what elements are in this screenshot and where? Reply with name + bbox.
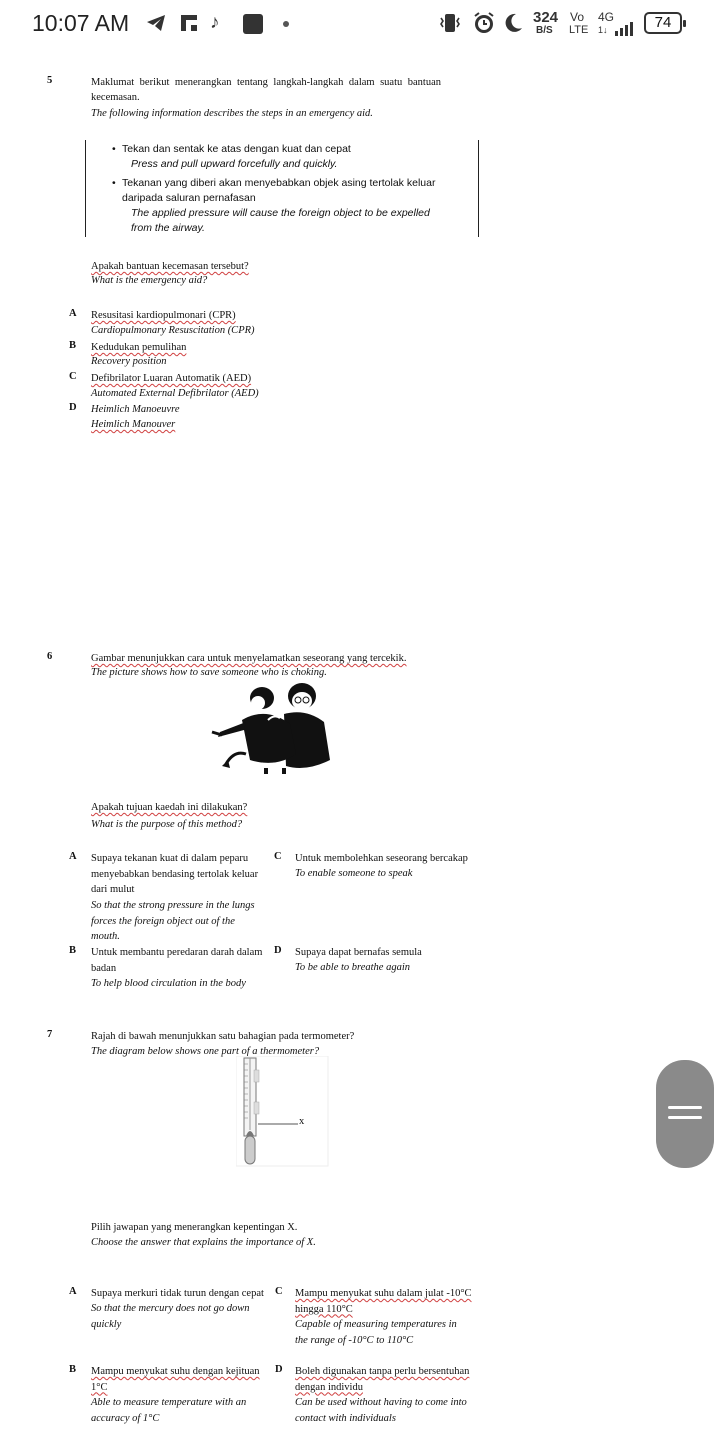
bullet-dot: • xyxy=(112,177,116,189)
q5-option-c-ms[interactable]: Defibrilator Luaran Automatik (AED) xyxy=(91,373,252,384)
q7-number: 7 xyxy=(47,1029,53,1040)
q7-option-b-letter[interactable]: B xyxy=(69,1364,77,1375)
q7-option-d-en[interactable]: Can be used without having to come into contact with individuals xyxy=(295,1397,467,1424)
net-speed-unit: B/S xyxy=(536,25,553,36)
q7-option-d-ms[interactable]: Boleh digunakan tanpa perlu bersentuhan dengan individu xyxy=(295,1366,470,1393)
q5-option-b-letter[interactable]: B xyxy=(69,340,77,351)
handle-line-bottom xyxy=(668,1116,702,1119)
q5-question-ms: Apakah bantuan kecemasan tersebut? xyxy=(91,261,249,272)
do-not-disturb-moon-icon xyxy=(502,12,524,34)
side-panel-handle[interactable] xyxy=(656,1060,714,1168)
q5-option-a-en[interactable]: Cardiopulmonary Resuscitation (CPR) xyxy=(91,325,255,336)
status-bar xyxy=(0,0,720,48)
q5-option-d-letter[interactable]: D xyxy=(69,402,77,413)
signal-icon xyxy=(598,22,638,36)
q6-option-a-en[interactable]: So that the strong pressure in the lungs forces the foreign object out of the mouth. xyxy=(91,900,255,942)
q6-option-a-letter[interactable]: A xyxy=(69,851,77,862)
q5-bullet-2-ms: Tekanan yang diberi akan menyebabkan objek asing tertolak keluar daripada saluran pernafasan xyxy=(122,177,436,204)
q6-intro-en: The picture shows how to save someone who is choking. xyxy=(91,667,327,678)
q5-bullet-1-en: Press and pull upward forcefully and quickly. xyxy=(131,158,338,170)
q5-option-a-letter[interactable]: A xyxy=(69,308,77,319)
q7-question-en: Choose the answer that explains the importance of X. xyxy=(91,1237,316,1248)
q5-option-b-ms[interactable]: Kedudukan pemulihan xyxy=(91,342,187,353)
q5-option-c-en[interactable]: Automated External Defibrilator (AED) xyxy=(91,388,259,399)
alarm-icon xyxy=(472,11,496,35)
thermometer-diagram xyxy=(236,1056,332,1168)
tiktok-icon: ♪ xyxy=(210,12,220,33)
q5-option-d-ms[interactable]: Heimlich Manoeuvre xyxy=(91,404,180,415)
q6-number: 6 xyxy=(47,651,53,662)
q5-option-a-ms[interactable]: Resusitasi kardiopulmonari (CPR) xyxy=(91,310,236,321)
app-square-icon xyxy=(242,13,264,35)
q7-option-a-ms[interactable]: Supaya merkuri tidak turun dengan cepat xyxy=(91,1288,264,1299)
q5-bullet-2-en: The applied pressure will cause the foreign object to be expelled from the airway. xyxy=(131,207,430,234)
notification-dot-icon xyxy=(282,20,290,28)
q6-option-b-letter[interactable]: B xyxy=(69,945,77,956)
q5-bullet-1 xyxy=(112,142,452,172)
q6-option-c-ms[interactable]: Untuk membolehkan seseorang bercakap xyxy=(295,853,468,864)
q5-question-en: What is the emergency aid? xyxy=(91,275,208,286)
q7-option-d-letter[interactable]: D xyxy=(275,1364,283,1375)
q6-option-d-en[interactable]: To be able to breathe again xyxy=(295,962,411,973)
q6-option-b-ms[interactable]: Untuk membantu peredaran darah dalam badan xyxy=(91,947,263,974)
q7-intro-en: The diagram below shows one part of a thermometer? xyxy=(91,1046,320,1057)
q5-intro-ms: Maklumat berikut menerangkan tentang langkah-langkah dalam suatu bantuan kecemasan. xyxy=(91,77,441,103)
volte-top: Vo xyxy=(570,10,585,24)
q6-intro-ms: Gambar menunjukkan cara untuk menyelamatkan seseorang yang tercekik. xyxy=(91,653,407,664)
q7-option-c-en[interactable]: Capable of measuring temperatures in the range of -10°C to 110°C xyxy=(295,1319,457,1346)
q7-option-c-ms[interactable]: Mampu menyukat suhu dalam julat -10°C hingga 110°C xyxy=(295,1288,472,1315)
q7-intro-ms: Rajah di bawah menunjukkan satu bahagian pada termometer? xyxy=(91,1031,355,1042)
q6-option-d-letter[interactable]: D xyxy=(274,945,282,956)
q5-bullet-1-ms: Tekan dan sentak ke atas dengan kuat dan cepat xyxy=(122,143,351,155)
handle-line-top xyxy=(668,1106,702,1109)
q7-option-b-en[interactable]: Able to measure temperature with an accuracy of 1°C xyxy=(91,1397,247,1424)
q5-option-b-en[interactable]: Recovery position xyxy=(91,356,167,367)
q7-option-a-letter[interactable]: A xyxy=(69,1286,77,1297)
q6-option-a-ms[interactable]: Supaya tekanan kuat di dalam peparu menyebabkan bendasing tertolak keluar dari mulut xyxy=(91,853,259,895)
q6-option-c-letter[interactable]: C xyxy=(274,851,282,862)
net-speed-value: 324 xyxy=(533,9,559,26)
q5-number: 5 xyxy=(47,75,53,86)
telegram-icon xyxy=(146,14,166,32)
q6-question-ms: Apakah tujuan kaedah ini dilakukan? xyxy=(91,802,248,813)
battery-indicator: 74 xyxy=(644,12,682,34)
q5-bullet-2 xyxy=(112,176,452,236)
vibrate-icon xyxy=(438,12,462,34)
q7-option-c-letter[interactable]: C xyxy=(275,1286,283,1297)
svg-text:1↓: 1↓ xyxy=(598,25,608,35)
q6-option-b-en[interactable]: To help blood circulation in the body xyxy=(91,978,246,989)
q6-option-c-en[interactable]: To enable someone to speak xyxy=(295,868,413,879)
clock: 10:07 AM xyxy=(32,10,130,36)
q6-option-d-ms[interactable]: Supaya dapat bernafas semula xyxy=(295,947,422,958)
network-type: 4G xyxy=(598,10,615,24)
q5-option-c-letter[interactable]: C xyxy=(69,371,77,382)
thermometer-label-x: x xyxy=(299,1116,305,1127)
q5-option-d-en[interactable]: Heimlich Manouver xyxy=(91,419,176,430)
q7-question-ms: Pilih jawapan yang menerangkan kepentingan X. xyxy=(91,1222,298,1233)
volte-bottom: LTE xyxy=(569,24,589,36)
q6-question-en: What is the purpose of this method? xyxy=(91,819,243,830)
flipboard-icon xyxy=(180,14,198,32)
bullet-dot: • xyxy=(112,143,116,155)
q7-option-b-ms[interactable]: Mampu menyukat suhu dengan kejituan 1°C xyxy=(91,1366,260,1393)
q5-intro-en: The following information describes the steps in an emergency aid. xyxy=(91,108,373,119)
q7-option-a-en[interactable]: So that the mercury does not go down quickly xyxy=(91,1303,250,1330)
heimlich-illustration xyxy=(206,680,336,774)
